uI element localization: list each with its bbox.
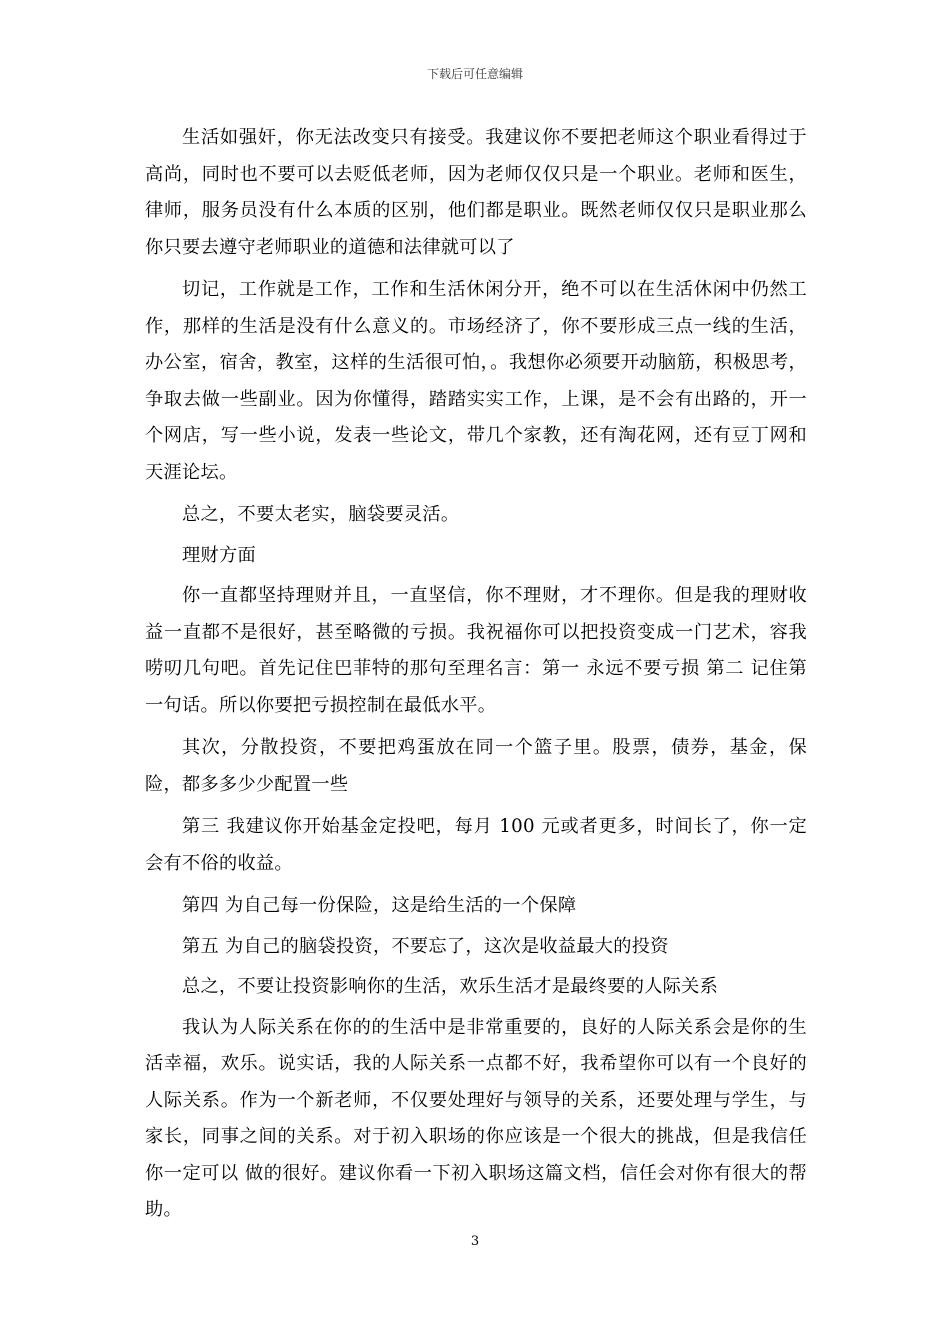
paragraph: 其次，分散投资，不要把鸡蛋放在同一个篮子里。股票，债券，基金，保险，都多多少少配置一些	[145, 737, 807, 795]
paragraph: 总之，不要让投资影响你的生活，欢乐生活才是最终要的人际关系	[182, 976, 719, 997]
paragraph: 总之，不要太老实，脑袋要灵活。	[182, 504, 460, 525]
paragraph: 第三 我建议你开始基金定投吧，每月 100 元或者更多，时间长了，你一定会有不俗的收益。	[145, 816, 807, 874]
paragraph: 生活如强奸，你无法改变只有接受。我建议你不要把老师这个职业看得过于高尚，同时也不要可以去贬低老师，因为老师仅仅只是一个职业。老师和医生，律师，服务员没有什么本质的区别，他们都是职业。既然老师仅仅只是职业那么你只要去遵守老师职业的道德和法律就可以了	[145, 127, 807, 258]
paragraph: 第五 为自己的脑袋投资，不要忘了，这次是收益最大的投资	[182, 935, 669, 957]
paragraph: 我认为人际关系在你的的生活中是非常重要的，良好的人际关系会是你的生活幸福，欢乐。说实话，我的人际关系一点都不好，我希望你可以有一个良好的人际关系。作为一个新老师，不仅要处理好与领导的关系，还要处理与学生，与家长，同事之间的关系。对于初入职场的你应该是一个很大的挑战，但是我信任你一定可以 做的很好。建议你看一下初入职场这篇文档，信任会对你有很大的帮助。	[145, 1016, 807, 1220]
section-heading: 理财方面	[182, 544, 256, 566]
paragraph: 你一直都坚持理财并且，一直坚信，你不理财，才不理你。但是我的理财收益一直都不是很好，甚至略微的亏损。我祝福你可以把投资变成一门艺术，容我唠叨几句吧。首先记住巴菲特的那句至理名言：第一 永远不要亏损 第二 记住第一句话。所以你要把亏损控制在最低水平。	[145, 585, 807, 716]
page-number: 3	[470, 1234, 480, 1249]
paragraph: 切记，工作就是工作，工作和生活休闲分开，绝不可以在生活休闲中仍然工作，那样的生活是没有什么意义的。市场经济了，你不要形成三点一线的生活，办公室，宿舍，教室，这样的生活很可怕，。我想你必须要开动脑筋，积极思考，争取去做一些副业。因为你懂得，踏踏实实工作，上课，是不会有出路的，开一个网店，写一些小说，发表一些论文，带几个家教，还有淘花网，还有豆丁网和天涯论坛。	[145, 279, 807, 483]
paragraph: 第四 为自己每一份保险，这是给生活的一个保障	[182, 895, 577, 916]
document-body	[145, 120, 807, 1235]
page-header-note: 下载后可任意编辑	[426, 67, 523, 81]
